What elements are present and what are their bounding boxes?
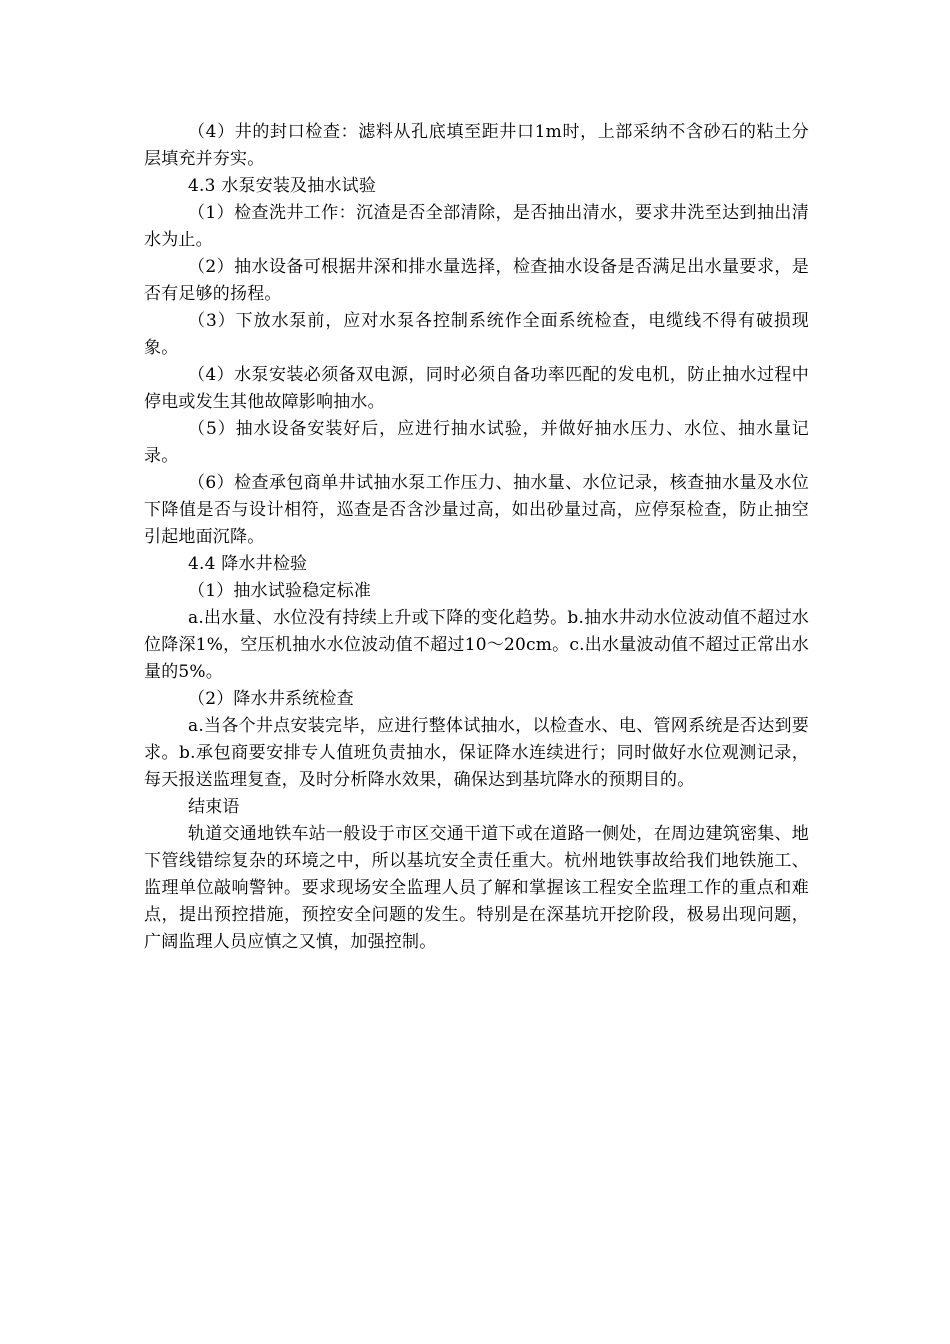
paragraph-pumping-test: （5）抽水设备安装好后，应进行抽水试验，并做好抽水压力、水位、抽水量记录。 xyxy=(144,419,809,466)
paragraph-well-seal-check: （4）井的封口检查：滤料从孔底填至距井口1m时，上部采纳不含砂石的粘土分层填充并夯实。 xyxy=(144,122,809,169)
section-heading-4-4: 4.4 降水井检验 xyxy=(188,554,308,574)
section-heading-conclusion: 结束语 xyxy=(188,797,240,817)
document-page xyxy=(144,119,809,956)
paragraph-pump-control-check: （3）下放水泵前，应对水泵各控制系统作全面系统检查，电缆线不得有破损现象。 xyxy=(144,311,809,358)
paragraph-contractor-records: （6）检查承包商单井试抽水泵工作压力、抽水量、水位记录，核查抽水量及水位下降值是否与设计相符，巡查是否含沙量过高，如出砂量过高，应停泵检查，防止抽空引起地面沉降。 xyxy=(144,473,809,547)
paragraph-system-check: a.当各个井点安装完毕，应进行整体试抽水，以检查水、电、管网系统是否达到要求。b.承包商要安排专人值班负责抽水，保证降水连续进行；同时做好水位观测记录，每天报送监理复查，及时分析降水效果，确保达到基坑降水的预期目的。 xyxy=(144,716,809,790)
section-heading-4-3: 4.3 水泵安装及抽水试验 xyxy=(188,176,377,196)
paragraph-conclusion: 轨道交通地铁车站一般设于市区交通干道下或在道路一侧处，在周边建筑密集、地下管线错综复杂的环境之中，所以基坑安全责任重大。杭州地铁事故给我们地铁施工、监理单位敲响警钟。要求现场安全监理人员了解和掌握该工程安全监理工作的重点和难点，提出预控措施，预控安全问题的发生。特别是在深基坑开挖阶段，极易出现问题，广阔监理人员应慎之又慎，加强控制。 xyxy=(144,824,809,952)
subheading-system-check: （2）降水井系统检查 xyxy=(188,689,354,709)
paragraph-dual-power: （4）水泵安装必须备双电源，同时必须自备功率匹配的发电机，防止抽水过程中停电或发生其他故障影响抽水。 xyxy=(144,365,809,412)
paragraph-pump-selection: （2）抽水设备可根据井深和排水量选择，检查抽水设备是否满足出水量要求，是否有足够的扬程。 xyxy=(144,257,809,304)
paragraph-stability-criteria: a.出水量、水位没有持续上升或下降的变化趋势。b.抽水井动水位波动值不超过水位降深1%，空压机抽水水位波动值不超过10～20cm。c.出水量波动值不超过正常出水量的5%。 xyxy=(144,608,809,682)
subheading-stability-standard: （1）抽水试验稳定标准 xyxy=(188,581,372,601)
paragraph-well-wash-check: （1）检查洗井工作：沉渣是否全部清除，是否抽出清水，要求井洗至达到抽出清水为止。 xyxy=(144,203,809,250)
